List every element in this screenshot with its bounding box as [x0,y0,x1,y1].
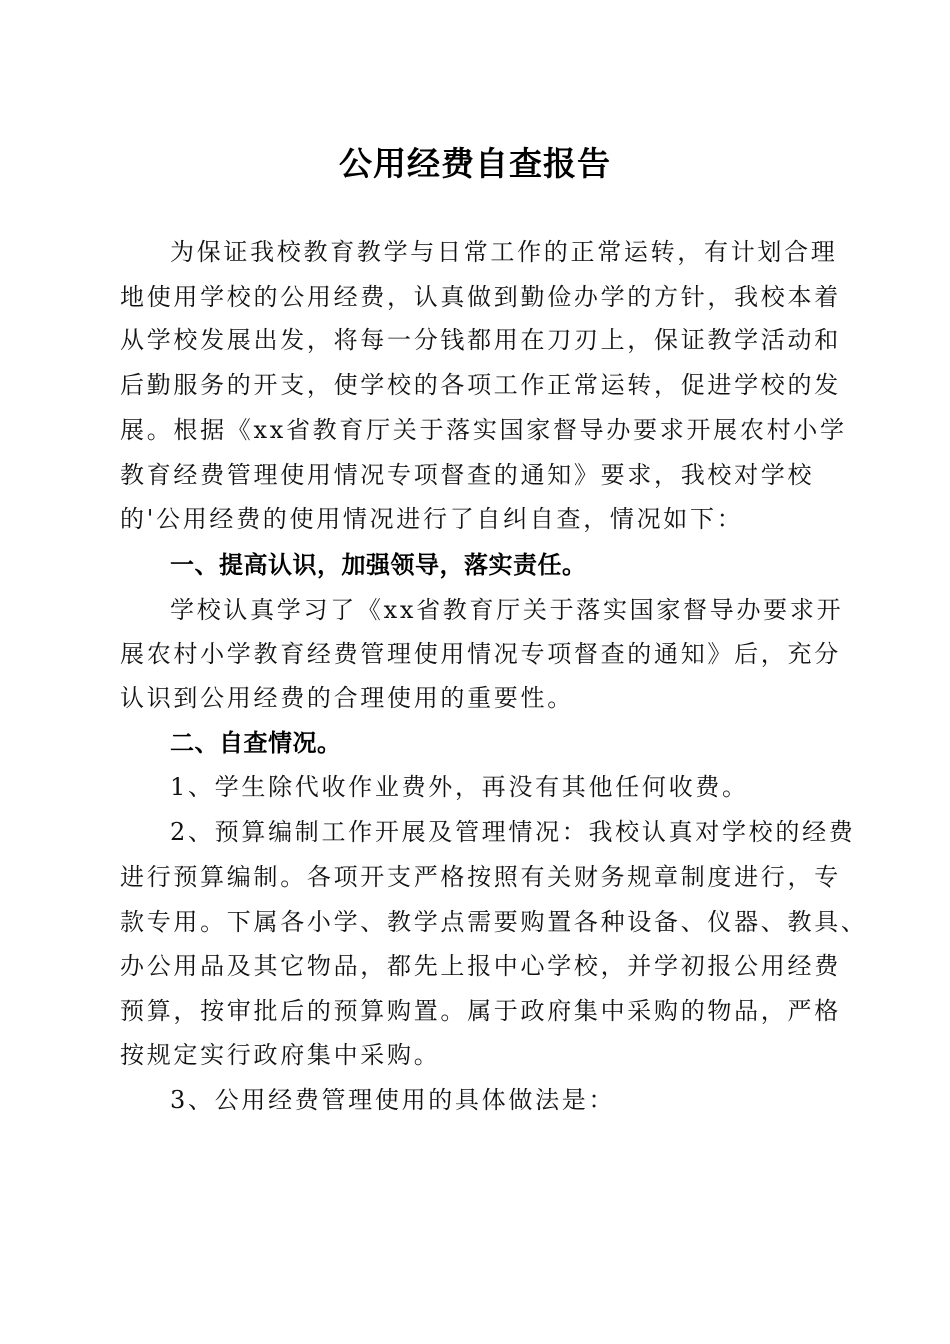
paragraph-line: 地使用学校的公用经费，认真做到勤俭办学的方针，我校本着 [120,283,841,311]
paragraph-line: 3、公用经费管理使用的具体做法是： [170,1086,616,1114]
paragraph-line: 预算，按审批后的预算购置。属于政府集中采购的物品，严格 [120,997,841,1025]
paragraph-line: 款专用。下属各小学、教学点需要购置各种设备、仪器、教具、 [120,908,868,936]
paragraph-line: 展农村小学教育经费管理使用情况专项督查的通知》后，充分 [120,640,841,668]
paragraph-line: 展。根据《xx省教育厅关于落实国家督导办要求开展农村小学 [120,416,847,444]
paragraph-line: 为保证我校教育教学与日常工作的正常运转，有计划合理 [170,238,838,266]
paragraph-line: 教育经费管理使用情况专项督查的通知》要求，我校对学校 [120,461,815,489]
paragraph-line: 进行预算编制。各项开支严格按照有关财务规章制度进行，专 [120,863,841,891]
paragraph-line: 的'公用经费的使用情况进行了自纠自查，情况如下： [120,505,744,533]
paragraph-line: 2、预算编制工作开展及管理情况：我校认真对学校的经费 [170,818,856,846]
document-title: 公用经费自查报告 [339,144,611,183]
paragraph-line: 1、学生除代收作业费外，再没有其他任何收费。 [170,773,749,801]
section-heading: 一、提高认识，加强领导，落实责任。 [170,551,587,579]
paragraph-line: 认识到公用经费的合理使用的重要性。 [120,684,574,712]
paragraph-line: 办公用品及其它物品，都先上报中心学校，并学初报公用经费 [120,952,841,980]
paragraph-line: 按规定实行政府集中采购。 [120,1041,441,1069]
paragraph-line: 从学校发展出发，将每一分钱都用在刀刃上，保证教学活动和 [120,326,841,354]
section-heading: 二、自查情况。 [170,729,342,757]
paragraph-line: 学校认真学习了《xx省教育厅关于落实国家督导办要求开 [170,596,844,624]
paragraph-line: 后勤服务的开支，使学校的各项工作正常运转，促进学校的发 [120,371,841,399]
